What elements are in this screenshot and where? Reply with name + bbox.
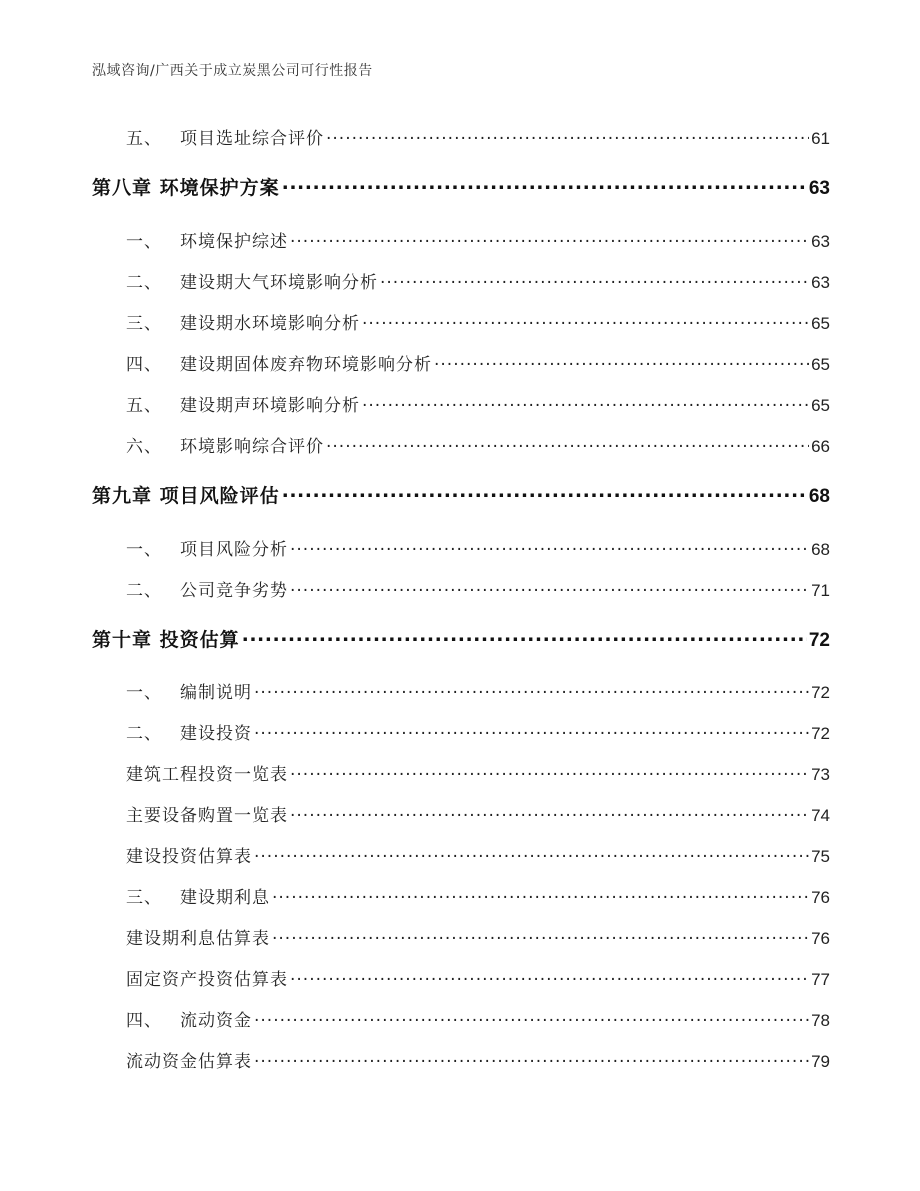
- toc-entry-page: 61: [811, 129, 830, 148]
- toc-entry-number: 一、: [126, 232, 162, 252]
- toc-entry-title: 流动资金估算表: [126, 1052, 252, 1072]
- toc-entry-title: 公司竞争劣势: [180, 581, 288, 601]
- toc-entry-number: 四、: [126, 1011, 162, 1031]
- dot-leader: [326, 435, 809, 452]
- dot-leader: [254, 722, 809, 739]
- toc-chapter[interactable]: [92, 625, 830, 652]
- dot-leader: [290, 230, 809, 247]
- dot-leader: [254, 845, 809, 862]
- toc-entry-page: 72: [811, 724, 830, 743]
- toc-entry-number: 五、: [126, 129, 162, 149]
- toc-entry[interactable]: [126, 391, 830, 416]
- toc-entry-title: 流动资金: [180, 1011, 252, 1031]
- toc-entry[interactable]: [126, 760, 830, 785]
- toc-entry[interactable]: [126, 678, 830, 703]
- toc-entry-page: 63: [811, 273, 830, 292]
- toc-entry-page: 65: [811, 355, 830, 374]
- toc-entry-title: 环境保护综述: [180, 232, 288, 252]
- toc-entry-title: 环境影响综合评价: [180, 437, 324, 457]
- dot-leader: [362, 394, 809, 411]
- toc-entry-page: 77: [811, 970, 830, 989]
- toc-entry-title: 建设期声环境影响分析: [180, 396, 360, 416]
- dot-leader: [254, 681, 809, 698]
- toc-chapter-title: 第十章 投资估算: [92, 629, 240, 651]
- toc-entry-number: 三、: [126, 314, 162, 334]
- toc-entry[interactable]: [126, 883, 830, 908]
- dot-leader: [290, 804, 809, 821]
- toc-entry-number: 四、: [126, 355, 162, 375]
- dot-leader: [254, 1050, 809, 1067]
- toc-entry-page: 76: [811, 929, 830, 948]
- toc-entry[interactable]: [126, 1047, 830, 1072]
- toc-entry-number: 三、: [126, 888, 162, 908]
- toc-entry[interactable]: [126, 801, 830, 826]
- toc-entry[interactable]: [126, 124, 830, 149]
- toc-entry-number: 一、: [126, 683, 162, 703]
- toc-entry[interactable]: [126, 535, 830, 560]
- toc-entry-page: 79: [811, 1052, 830, 1071]
- toc-chapter-title: 第八章 环境保护方案: [92, 177, 280, 199]
- toc-entry-page: 72: [811, 683, 830, 702]
- toc-entry-page: 75: [811, 847, 830, 866]
- toc-entry-title: 建设期固体废弃物环境影响分析: [180, 355, 432, 375]
- toc-entry-title: 建设期水环境影响分析: [180, 314, 360, 334]
- toc-entry-page: 65: [811, 314, 830, 333]
- toc-chapter-page: 72: [808, 630, 830, 651]
- toc-entry[interactable]: [126, 268, 830, 293]
- toc-entry-title: 建设期利息估算表: [126, 929, 270, 949]
- toc-entry-page: 65: [811, 396, 830, 415]
- toc-entry[interactable]: [126, 432, 830, 457]
- page-header: 泓域咨询/广西关于成立炭黑公司可行性报告: [92, 63, 373, 79]
- toc-entry-number: 二、: [126, 581, 162, 601]
- toc-entry-title: 建设投资估算表: [126, 847, 252, 867]
- dot-leader: [326, 127, 809, 144]
- toc-chapter-title: 第九章 项目风险评估: [92, 485, 280, 507]
- dot-leader: [290, 538, 809, 555]
- toc-entry-page: 63: [811, 232, 830, 251]
- toc-entry-page: 66: [811, 437, 830, 456]
- toc-chapter-page: 63: [808, 178, 830, 199]
- toc-entry-number: 一、: [126, 540, 162, 560]
- toc-entry[interactable]: [126, 227, 830, 252]
- toc-entry[interactable]: [126, 719, 830, 744]
- toc-entry-title: 项目风险分析: [180, 540, 288, 560]
- dot-leader: [242, 627, 807, 646]
- dot-leader: [254, 1009, 809, 1026]
- toc-entry-page: 76: [811, 888, 830, 907]
- toc-chapter[interactable]: [92, 173, 830, 200]
- toc-entry-page: 68: [811, 540, 830, 559]
- toc-entry-number: 六、: [126, 437, 162, 457]
- toc-entry[interactable]: [126, 842, 830, 867]
- dot-leader: [272, 927, 809, 944]
- dot-leader: [290, 968, 809, 985]
- toc-entry-number: 二、: [126, 273, 162, 293]
- toc-entry[interactable]: [126, 576, 830, 601]
- toc-entry-title: 建筑工程投资一览表: [126, 765, 288, 785]
- toc-entry-number: 二、: [126, 724, 162, 744]
- dot-leader: [290, 763, 809, 780]
- toc-entry[interactable]: [126, 1006, 830, 1031]
- toc-entry-page: 78: [811, 1011, 830, 1030]
- dot-leader: [290, 579, 809, 596]
- dot-leader: [282, 175, 807, 194]
- toc-entry[interactable]: [126, 350, 830, 375]
- dot-leader: [282, 483, 807, 502]
- toc-entry-page: 73: [811, 765, 830, 784]
- toc-entry-title: 固定资产投资估算表: [126, 970, 288, 990]
- toc-entry[interactable]: [126, 924, 830, 949]
- toc-entry-title: 项目选址综合评价: [180, 129, 324, 149]
- dot-leader: [434, 353, 809, 370]
- toc-entry-title: 建设投资: [180, 724, 252, 744]
- toc-entry[interactable]: [126, 309, 830, 334]
- toc-entry-number: 五、: [126, 396, 162, 416]
- dot-leader: [362, 312, 809, 329]
- dot-leader: [380, 271, 809, 288]
- toc-chapter-page: 68: [808, 486, 830, 507]
- toc-entry[interactable]: [126, 965, 830, 990]
- toc-entry-title: 主要设备购置一览表: [126, 806, 288, 826]
- toc-entry-page: 71: [811, 581, 830, 600]
- toc-entry-title: 建设期大气环境影响分析: [180, 273, 378, 293]
- toc-chapter[interactable]: [92, 481, 830, 508]
- dot-leader: [272, 886, 809, 903]
- toc-entry-page: 74: [811, 806, 830, 825]
- toc-entry-title: 建设期利息: [180, 888, 270, 908]
- toc-entry-title: 编制说明: [180, 683, 252, 703]
